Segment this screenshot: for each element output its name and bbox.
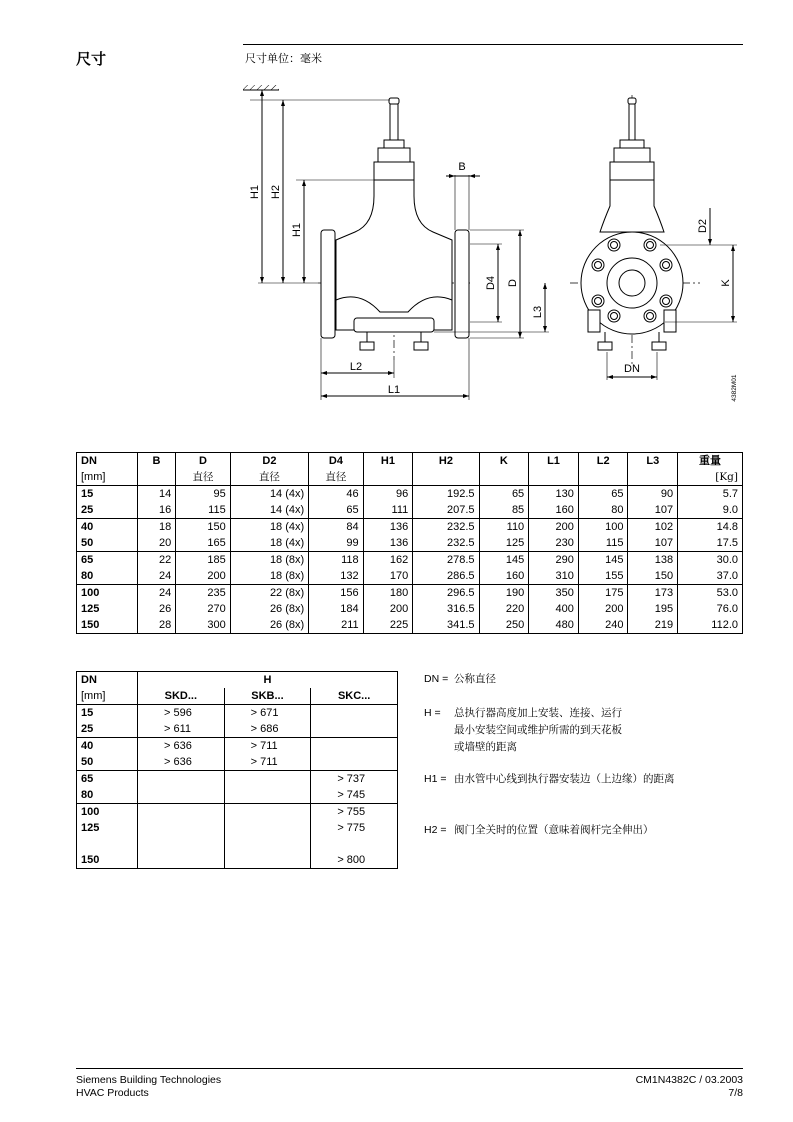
legend-h1 [424,771,675,788]
table-row [77,852,398,869]
height-cell-skd [138,820,225,836]
table-cell: 300 [176,617,230,634]
dim-label-d4: D4 [485,275,497,291]
table-cell: 65 [578,486,628,503]
table-cell: 230 [529,535,579,552]
dim-label-l1: L1 [387,384,401,396]
col-subheader: 直径 [230,469,308,486]
col-header-h: H [138,672,398,689]
height-cell-skc: > 755 [311,804,398,821]
height-cell-skb [224,787,311,804]
col-header: K [479,453,529,470]
table-cell: 195 [628,601,678,617]
table-cell: 160 [479,568,529,585]
table-cell: 200 [529,519,579,536]
table-row [77,721,398,738]
table-cell: 5.7 [678,486,743,503]
height-cell-skc [311,738,398,755]
table-cell: 290 [529,552,579,569]
table-cell: 14 [137,486,176,503]
table-row [77,804,398,821]
table-cell: 200 [176,568,230,585]
table-cell: 278.5 [413,552,479,569]
table-row [77,820,398,836]
dn-cell: 40 [77,519,138,536]
table-cell: 145 [479,552,529,569]
height-cell-skb: > 671 [224,705,311,722]
footer-doc-id: CM1N4382C / 03.2003 [635,1074,743,1086]
table-cell: 115 [578,535,628,552]
table-cell: 136 [363,535,413,552]
dn-cell: 65 [77,771,138,788]
dim-label-dn: DN [624,363,640,375]
table-header-row [77,453,743,470]
table-row [77,535,743,552]
dn-cell: 150 [81,854,100,866]
col-subheader [529,469,579,486]
table-cell: 156 [309,585,363,602]
table-row [77,502,743,519]
table-cell: 132 [309,568,363,585]
table-cell: 240 [578,617,628,634]
table-cell: 350 [529,585,579,602]
height-cell-skd [138,787,225,804]
table-cell: 110 [479,519,529,536]
table-cell: 26 (8x) [230,617,308,634]
table-row [77,787,398,804]
table-cell: 125 [479,535,529,552]
unit-note: 尺寸单位：毫米 [245,52,322,65]
col-header-skb: SKB... [224,688,311,705]
table-cell: 14 (4x) [230,486,308,503]
table-cell: 18 [137,519,176,536]
dn-cell: 125 [81,603,100,615]
table-cell: 20 [137,535,176,552]
table-cell: 28 [137,617,176,634]
height-cell-skc: > 737 [311,771,398,788]
table-subheader-row [77,688,398,705]
footer-left [76,1074,221,1100]
table-row [77,585,743,602]
header-rule [243,44,743,45]
dn-cell: 80 [81,570,94,582]
table-cell: 185 [176,552,230,569]
table-cell: 112.0 [678,617,743,634]
dim-label-d: D [507,279,519,287]
legend-key-h1: H1 = [424,773,447,785]
legend-text-dn: 公称直径 [454,673,496,685]
dn-cell: 100 [77,804,138,821]
table-row [77,738,398,755]
height-cell-skd: > 596 [138,705,225,722]
table-row [77,552,743,569]
table-cell: 341.5 [413,617,479,634]
front-view [570,95,737,380]
table-cell: 24 [137,585,176,602]
col-header: 重量 [678,453,743,470]
table-cell: 184 [309,601,363,617]
section-title: 尺寸 [76,50,107,68]
dn-cell: 50 [81,756,94,768]
table-cell: 95 [176,486,230,503]
height-cell-skc [311,721,398,738]
table-cell: 145 [578,552,628,569]
height-cell-skb: > 686 [224,721,311,738]
legend-key-h2: H2 = [424,824,447,836]
dim-label-h2: H2 [270,184,282,200]
table-row [77,617,743,634]
table-cell: 84 [309,519,363,536]
height-cell-skc [311,836,398,852]
table-cell: 18 (4x) [230,519,308,536]
height-cell-skd [138,836,225,852]
height-cell-skc: > 775 [311,820,398,836]
table-cell: 225 [363,617,413,634]
col-subheader: [Kg] [678,469,743,486]
table-cell: 180 [363,585,413,602]
table-cell: 480 [529,617,579,634]
table-row [77,601,743,617]
col-header: H2 [413,453,479,470]
ceiling-hatch [243,85,279,90]
dim-label-k: K [720,279,732,287]
table-row [77,486,743,503]
height-cell-skd: > 636 [138,754,225,771]
table-cell: 250 [479,617,529,634]
table-cell: 192.5 [413,486,479,503]
dn-cell: 50 [81,537,94,549]
legend-key-h: H = [424,707,441,719]
footer-page-number: 7/8 [728,1087,743,1099]
height-cell-skb: > 711 [224,754,311,771]
col-subheader: [mm] [77,469,138,486]
table-cell: 296.5 [413,585,479,602]
col-subheader [413,469,479,486]
col-subheader [363,469,413,486]
table-cell: 80 [578,502,628,519]
table-cell: 220 [479,601,529,617]
table-cell: 136 [363,519,413,536]
table-row [77,754,398,771]
dim-label-l3: L3 [532,305,544,319]
table-row [77,568,743,585]
table-cell: 99 [309,535,363,552]
dimensions-table [76,452,743,634]
dim-label-l2: L2 [349,361,363,373]
height-cell-skb [224,804,311,821]
table-cell: 162 [363,552,413,569]
legend-h [424,705,622,756]
table-cell: 37.0 [678,568,743,585]
col-header: H1 [363,453,413,470]
dn-cell: 25 [81,723,94,735]
table-cell: 211 [309,617,363,634]
table-cell: 17.5 [678,535,743,552]
table-cell: 155 [578,568,628,585]
table-cell: 170 [363,568,413,585]
footer-company: Siemens Building Technologies [76,1074,222,1086]
legend-text-h1: 由水管中心线到执行器安装边（上边缘）的距离 [454,773,675,785]
table-cell: 173 [628,585,678,602]
col-subheader: 直径 [176,469,230,486]
legend-text-h2: 阀门全关时的位置（意味着阀杆完全伸出） [454,824,654,836]
table-header-row [77,672,398,689]
height-cell-skc: > 800 [311,852,398,869]
drawing-number: 4382M01 [731,374,738,402]
table-cell: 232.5 [413,535,479,552]
table-cell: 115 [176,502,230,519]
legend-text-h-1: 总执行器高度加上安装、连接、运行 [454,707,622,719]
height-cell-skb [224,852,311,869]
table-cell: 219 [628,617,678,634]
table-cell: 96 [363,486,413,503]
dn-cell: 25 [81,504,94,516]
table-cell: 111 [363,502,413,519]
table-cell: 175 [578,585,628,602]
dim-label-d2: D2 [697,218,709,234]
dn-cell: 80 [81,789,94,801]
table-row [77,705,398,722]
footer-rule [76,1068,743,1069]
table-cell: 160 [529,502,579,519]
dn-cell: 150 [81,619,100,631]
dim-label-h1-side: H1 [291,222,303,238]
table-cell: 24 [137,568,176,585]
table-row [77,519,743,536]
table-cell: 22 [137,552,176,569]
height-cell-skc [311,754,398,771]
table-cell: 90 [628,486,678,503]
table-cell: 9.0 [678,502,743,519]
table-cell: 100 [578,519,628,536]
legend-h2 [424,822,654,839]
col-header: D [176,453,230,470]
table-cell: 102 [628,519,678,536]
table-cell: 316.5 [413,601,479,617]
table-cell: 130 [529,486,579,503]
height-cell-skd: > 611 [138,721,225,738]
table-cell: 65 [479,486,529,503]
table-cell: 14.8 [678,519,743,536]
table-cell: 270 [176,601,230,617]
table-row [77,836,398,852]
dim-label-b: B [458,161,466,173]
table-cell: 200 [578,601,628,617]
valve-dimension-drawing [235,80,745,410]
col-header-dn: DN [81,674,97,686]
col-header: L3 [628,453,678,470]
table-cell: 138 [628,552,678,569]
table-cell: 286.5 [413,568,479,585]
footer-right [636,1074,743,1100]
dn-cell: 65 [77,552,138,569]
height-cell-skb [224,820,311,836]
table-cell: 18 (4x) [230,535,308,552]
table-cell: 200 [363,601,413,617]
installation-height-table [76,671,398,869]
table-cell: 150 [628,568,678,585]
height-cell-skd [138,804,225,821]
table-cell: 400 [529,601,579,617]
table-cell: 107 [628,502,678,519]
col-subheader [628,469,678,486]
table-cell: 107 [628,535,678,552]
col-subheader [137,469,176,486]
table-cell: 118 [309,552,363,569]
dn-cell: 15 [81,707,94,719]
table-cell: 165 [176,535,230,552]
height-cell-skb [224,771,311,788]
col-header: D4 [309,453,363,470]
col-header: L1 [529,453,579,470]
dn-cell: 125 [81,822,100,834]
table-cell: 53.0 [678,585,743,602]
table-row [77,771,398,788]
col-header: D2 [230,453,308,470]
table-cell: 18 (8x) [230,552,308,569]
legend-text-h-3: 或墙壁的距离 [454,741,517,753]
dn-cell [77,836,138,852]
table-cell: 150 [176,519,230,536]
table-cell: 16 [137,502,176,519]
col-header: DN [81,455,97,467]
col-subheader [479,469,529,486]
height-cell-skd: > 636 [138,738,225,755]
col-header-skc: SKC... [311,688,398,705]
col-subheader [578,469,628,486]
table-cell: 46 [309,486,363,503]
col-subheader: 直径 [309,469,363,486]
legend-key-dn: DN = [424,673,449,685]
table-cell: 310 [529,568,579,585]
side-view [250,90,549,400]
table-cell: 18 (8x) [230,568,308,585]
dn-cell: 100 [77,585,138,602]
dn-cell: 40 [77,738,138,755]
legend-dn [424,671,496,688]
table-subheader-row [77,469,743,486]
table-cell: 235 [176,585,230,602]
col-header: L2 [578,453,628,470]
table-cell: 30.0 [678,552,743,569]
table-cell: 26 [137,601,176,617]
dim-label-h1: H1 [249,184,261,200]
table-cell: 65 [309,502,363,519]
table-cell: 85 [479,502,529,519]
height-cell-skb [224,836,311,852]
footer-division: HVAC Products [76,1087,149,1099]
table-cell: 76.0 [678,601,743,617]
legend-text-h-2: 最小安装空间或维护所需的到天花板 [454,724,622,736]
height-cell-skb: > 711 [224,738,311,755]
table-cell: 207.5 [413,502,479,519]
col-header-skd: SKD... [138,688,225,705]
height-cell-skc [311,705,398,722]
table-cell: 22 (8x) [230,585,308,602]
table-cell: 26 (8x) [230,601,308,617]
height-cell-skc: > 745 [311,787,398,804]
col-subheader-mm: [mm] [77,688,138,705]
table-cell: 14 (4x) [230,502,308,519]
table-cell: 190 [479,585,529,602]
height-cell-skd [138,852,225,869]
height-cell-skd [138,771,225,788]
col-header: B [137,453,176,470]
dn-cell: 15 [81,488,94,500]
table-cell: 232.5 [413,519,479,536]
